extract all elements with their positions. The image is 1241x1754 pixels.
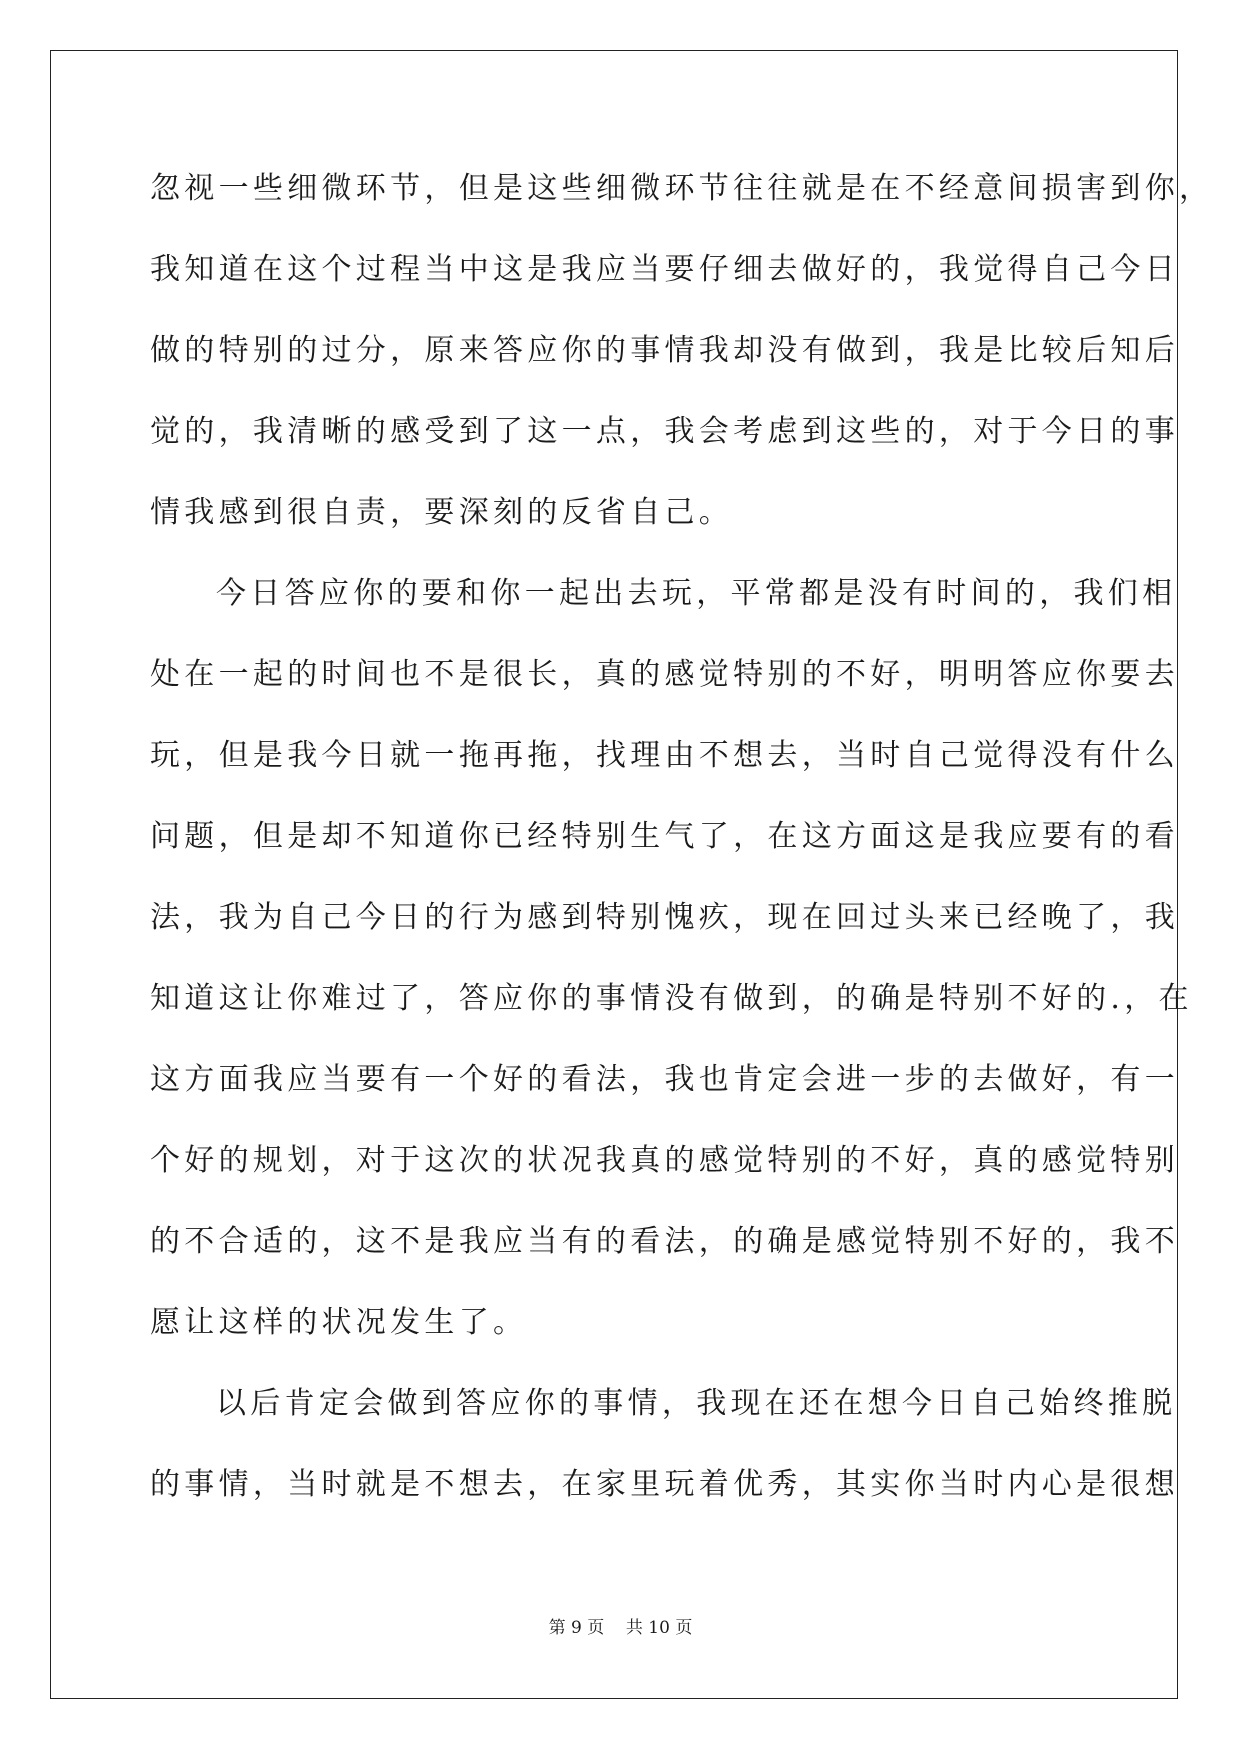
paragraph-first-line: 以后肯定会做到答应你的事情，我现在还在想今日自己始终推脱 bbox=[216, 1386, 1177, 1421]
text-line: 觉的，我清晰的感受到了这一点，我会考虑到这些的，对于今日的事 bbox=[150, 414, 1179, 449]
text-line: 问题，但是却不知道你已经特别生气了，在这方面这是我应要有的看 bbox=[150, 819, 1179, 854]
text-line: 法，我为自己今日的行为感到特别愧疚，现在回过头来已经晚了，我 bbox=[150, 900, 1179, 935]
text-line: 愿让这样的状况发生了。 bbox=[150, 1305, 528, 1340]
text-line: 忽视一些细微环节，但是这些细微环节往往就是在不经意间损害到你， bbox=[150, 171, 1214, 206]
text-line: 知道这让你难过了，答应你的事情没有做到，的确是特别不好的.，在 bbox=[150, 981, 1193, 1016]
text-line: 的不合适的，这不是我应当有的看法，的确是感觉特别不好的，我不 bbox=[150, 1224, 1179, 1259]
text-line: 的事情，当时就是不想去，在家里玩着优秀，其实你当时内心是很想 bbox=[150, 1467, 1179, 1502]
text-line: 这方面我应当要有一个好的看法，我也肯定会进一步的去做好，有一 bbox=[150, 1062, 1179, 1097]
page-number-footer: 第 9 页 共 10 页 bbox=[548, 1618, 693, 1638]
text-line: 我知道在这个过程当中这是我应当要仔细去做好的，我觉得自己今日 bbox=[150, 252, 1179, 287]
document-body bbox=[150, 148, 1214, 1525]
text-line: 玩，但是我今日就一拖再拖，找理由不想去，当时自己觉得没有什么 bbox=[150, 738, 1179, 773]
text-line: 情我感到很自责，要深刻的反省自己。 bbox=[150, 495, 734, 530]
text-line: 做的特别的过分，原来答应你的事情我却没有做到，我是比较后知后 bbox=[150, 333, 1179, 368]
text-line: 个好的规划，对于这次的状况我真的感觉特别的不好，真的感觉特别 bbox=[150, 1143, 1179, 1178]
text-line: 处在一起的时间也不是很长，真的感觉特别的不好，明明答应你要去 bbox=[150, 657, 1179, 692]
paragraph-first-line: 今日答应你的要和你一起出去玩，平常都是没有时间的，我们相 bbox=[216, 576, 1177, 611]
